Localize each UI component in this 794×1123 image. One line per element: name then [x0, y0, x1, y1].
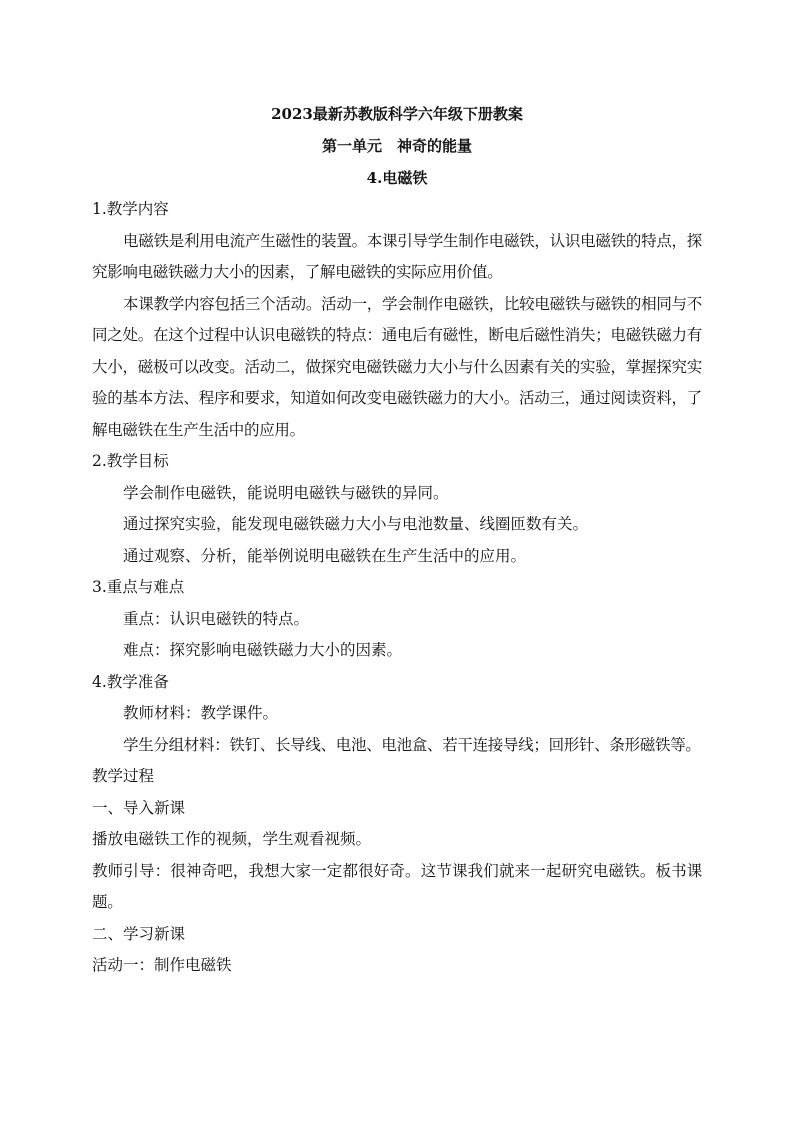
unit-title: 第一单元 神奇的能量 [321, 137, 472, 155]
section-heading-process: 教学过程 [92, 767, 155, 785]
paragraph-teacher-materials: 教师材料：教学课件。 [123, 704, 279, 722]
paragraph-goal-3: 通过观察、分析，能举例说明电磁铁在生产生活中的应用。 [123, 546, 527, 565]
activity-heading-1: 活动一：制作电磁铁 [92, 956, 232, 974]
paragraph-key-point: 重点：认识电磁铁的特点。 [123, 609, 310, 628]
paragraph-student-materials: 学生分组材料：铁钉、长导线、电池、电池盒、若干连接导线；回形针、条形磁铁等。 [123, 735, 701, 754]
section-heading-key-points: 3.重点与难点 [92, 578, 185, 596]
section-heading-goals: 2.教学目标 [92, 452, 169, 470]
subsection-heading-intro: 一、导入新课 [92, 798, 186, 817]
document-title: 2023最新苏教版科学六年级下册教案 [271, 105, 523, 123]
subsection-heading-new-lesson: 二、学习新课 [92, 924, 186, 943]
paragraph-play-video: 播放电磁铁工作的视频，学生观看视频。 [92, 830, 372, 848]
section-heading-preparation: 4.教学准备 [92, 672, 169, 691]
paragraph-goal-2: 通过探究实验，能发现电磁铁磁力大小与电池数量、线圈匝数有关。 [123, 515, 589, 533]
paragraph-teacher-guide: 教师引导：很神奇吧，我想大家一定都很好奇。这节课我们就来一起研究电磁铁。板书课题。 [92, 861, 702, 911]
section-heading-content: 1.教学内容 [92, 200, 169, 218]
paragraph-goal-1: 学会制作电磁铁，能说明电磁铁与磁铁的异同。 [123, 483, 449, 502]
lesson-title: 4.电磁铁 [366, 169, 428, 187]
paragraph-content-intro: 电磁铁是利用电流产生磁性的装置。本课引导学生制作电磁铁，认识电磁铁的特点，探究影响电磁铁磁力大小的因素，了解电磁铁的实际应用价值。 [92, 231, 702, 281]
paragraph-content-activities: 本课教学内容包括三个活动。活动一，学会制作电磁铁，比较电磁铁与磁铁的相同与不同之处。在这个过程中认识电磁铁的特点：通电后有磁性，断电后磁性消失；电磁铁磁力有大小，磁极可以改变。活动二，做探究电磁铁磁力大小与什么因素有关的实验，掌握探究实验的基本方法、程序和要求，知道如何改变电磁铁磁力的大小。活动三，通过阅读资料，了解电磁铁在生产生活中的应用。 [92, 294, 702, 439]
paragraph-difficulty: 难点：探究影响电磁铁磁力大小的因素。 [123, 641, 403, 659]
document-body [92, 98, 702, 982]
